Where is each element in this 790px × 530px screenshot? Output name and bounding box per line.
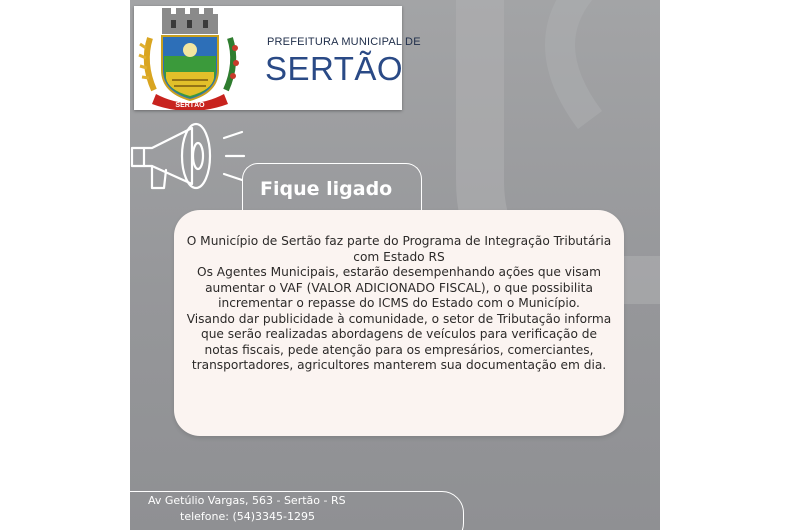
municipal-crest-icon — [136, 8, 244, 110]
announcement-paragraph: O Município de Sertão faz parte do Programa de Integração Tributária com Estado RS — [186, 234, 612, 264]
crest-banner-text: SERTÃO — [175, 102, 205, 109]
announcement-paragraph: Visando dar publicidade à comunidade, o setor de Tributação informa que serão realizadas abordagens de veículos para verificação de notas fiscais, pede atenção para os empresários, comerciantes, transportadores, agricultores manterem sua documentação em dia. — [186, 311, 612, 372]
footer-address: Av Getúlio Vargas, 563 - Sertão - RS — [148, 494, 346, 507]
logo-name: SERTÃO — [265, 50, 404, 87]
footer-phone: telefone: (54)3345-1295 — [180, 510, 315, 523]
prefeitura-logo-card — [134, 6, 421, 110]
announcement-text — [186, 234, 612, 374]
logo-title: PREFEITURA MUNICIPAL DE — [267, 36, 421, 48]
announcement-card — [174, 210, 624, 436]
announcement-paragraph: Os Agentes Municipais, estarão desempenhando ações que visam aumentar o VAF (VALOR ADICIONADO FISCAL), o que possibilita incrementar o repasse do ICMS do Estado com o Município. — [196, 265, 601, 310]
announcement-poster — [130, 0, 660, 530]
headline-label: Fique ligado — [260, 178, 393, 200]
megaphone-icon — [130, 114, 250, 204]
